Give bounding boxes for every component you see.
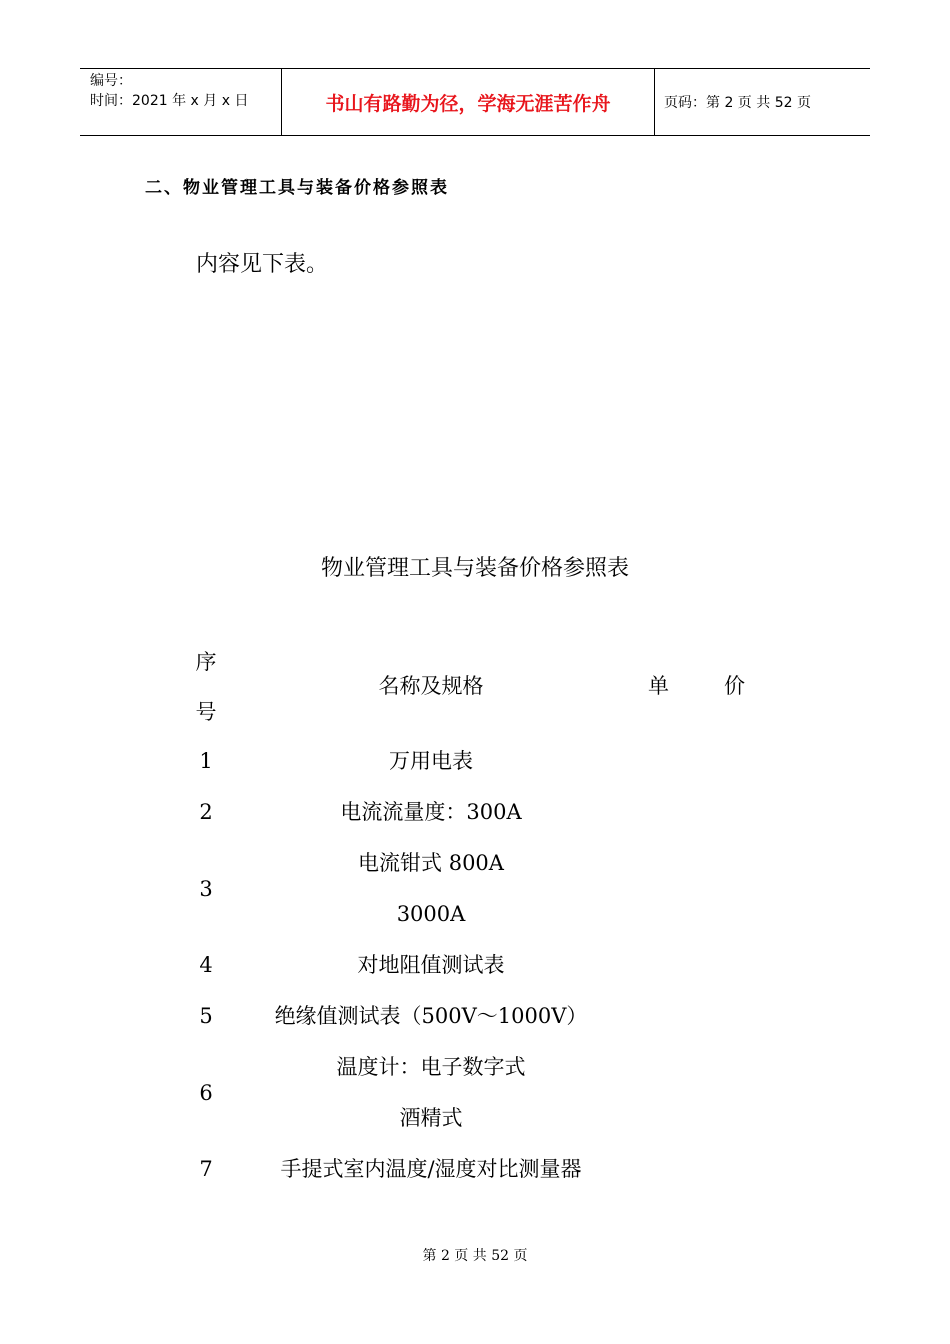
header-divider (654, 69, 655, 135)
header-motto: 书山有路勤为径，学海无涯苦作舟 (325, 93, 611, 115)
table-title: 物业管理工具与装备价格参照表 (320, 556, 629, 581)
header-page-info: 页码：第 2 页 共 52 页 (664, 95, 811, 111)
row-name: 绝缘值测试表（500V～1000V） (274, 1004, 588, 1028)
row-name: 万用电表 (389, 749, 473, 773)
row-name-line2: 酒精式 (399, 1106, 463, 1130)
header-no-line1: 序 (195, 650, 217, 674)
header-name: 名称及规格 (378, 674, 484, 698)
header-meta (90, 71, 248, 111)
row-no: 3 (199, 877, 213, 901)
intro-text: 内容见下表。 (196, 252, 329, 277)
row-no: 4 (199, 953, 213, 977)
number-label: 编号： (90, 73, 132, 89)
row-name: 温度计：电子数字式 (336, 1055, 526, 1079)
time-label: 时间：2021 年 x 月 x 日 (90, 93, 249, 109)
row-name: 电流钳式 800A (358, 851, 504, 875)
row-no: 6 (199, 1081, 213, 1105)
header-unit: 单 (648, 674, 669, 698)
row-name: 对地阻值测试表 (357, 953, 505, 977)
row-no: 5 (199, 1004, 213, 1028)
header-no-line2: 号 (195, 700, 217, 724)
page-footer: 第 2 页 共 52 页 (422, 1248, 528, 1264)
section-heading: 二、物业管理工具与装备价格参照表 (145, 178, 449, 198)
row-no: 7 (199, 1157, 213, 1181)
row-no: 1 (199, 749, 213, 773)
row-name: 手提式室内温度/湿度对比测量器 (280, 1157, 582, 1181)
row-name-line2: 3000A (396, 902, 466, 926)
row-no: 2 (199, 800, 213, 824)
row-name: 电流流量度：300A (340, 800, 522, 824)
header-price: 价 (724, 674, 745, 698)
page-header (80, 68, 870, 136)
